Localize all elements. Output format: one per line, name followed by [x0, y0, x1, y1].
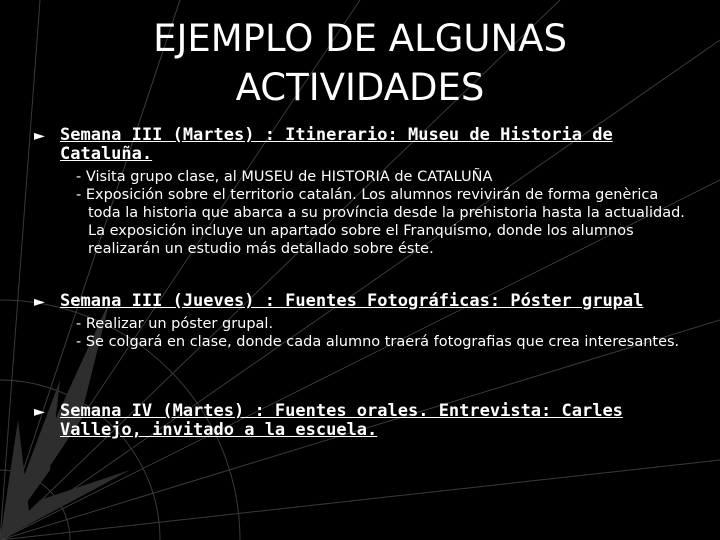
bullet-item: [24, 292, 694, 351]
bullet-arrow-icon: ►: [34, 294, 45, 310]
sub-list: [66, 168, 694, 258]
bullet-heading: Semana III (Martes) : Itinerario: Museu de Historia de Cataluña.: [60, 125, 613, 164]
bullet-item: [24, 126, 694, 258]
sub-item: - Se colgará en clase, donde cada alumno traerá fotografias que crea interesantes.: [76, 334, 680, 350]
bullet-heading: Semana IV (Martes) : Fuentes orales. Entrevista: Carles Vallejo, invitado a la escuela.: [60, 401, 623, 440]
sub-list: [66, 315, 694, 351]
bullet-arrow-icon: ►: [34, 404, 45, 420]
bullet-arrow-icon: ►: [34, 128, 45, 144]
bullet-heading: Semana III (Jueves) : Fuentes Fotográficas: Póster grupal: [60, 291, 644, 311]
bullet-item: [24, 402, 694, 440]
slide-title: EJEMPLO DE ALGUNAS ACTIVIDADES: [153, 17, 567, 109]
sub-item: - Exposición sobre el territorio catalán. Los alumnos revivirán de forma genèrica toda la historia que abarca a su província desde la prehistoria hasta la actualidad. La exposición incluye un apartado sobre el Franquismo, donde los alumnos realizarán un estudio más detallado sobre éste.: [76, 187, 685, 257]
sub-item: - Realizar un póster grupal.: [76, 316, 274, 332]
sub-item: - Visita grupo clase, al MUSEU de HISTORIA de CATALUÑA: [76, 169, 493, 185]
